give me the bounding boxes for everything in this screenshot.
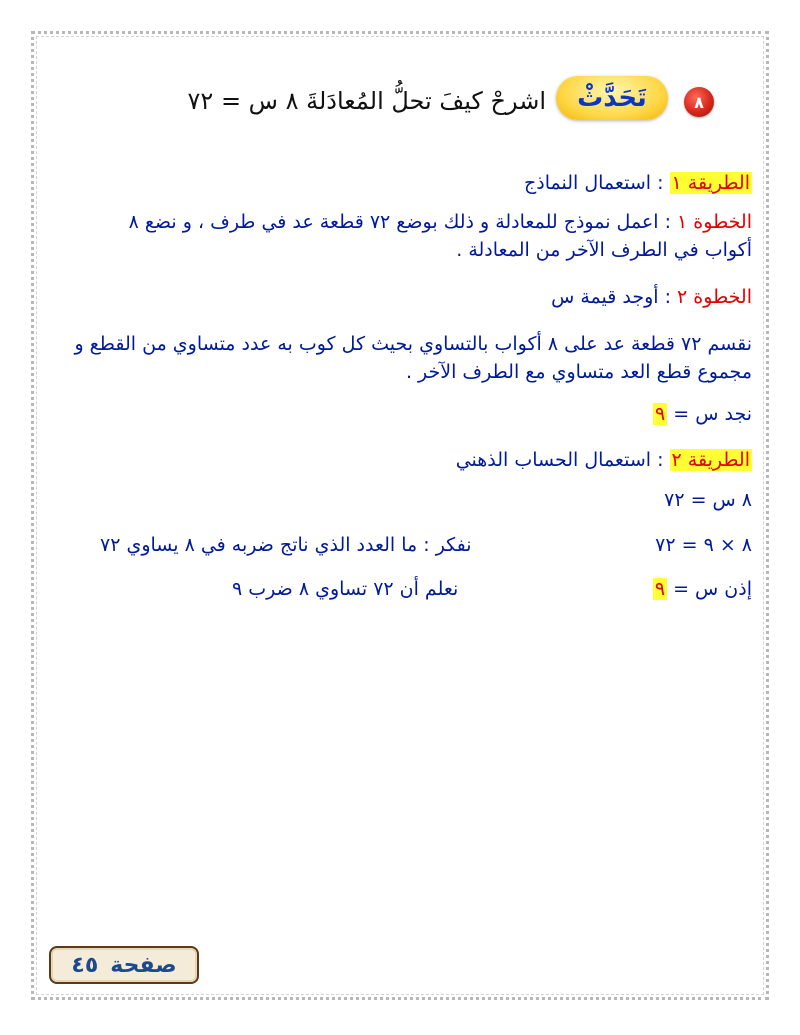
step2-separator: : [658, 286, 678, 308]
talk-label: تَحَدَّثْ [577, 83, 647, 113]
method1-heading [524, 170, 752, 196]
step1-text-line1: اعمل نموذج للمعادلة و ذلك بوضع ٧٢ قطعة عد في طرف ، و نضع ٨ [128, 211, 659, 233]
result1-text: نجد س = [667, 403, 752, 425]
mental-equation1: ٨ س = ٧٢ [664, 489, 752, 511]
method1-separator: : [651, 172, 670, 194]
paragraph-line1: نقسم ٧٢ قطعة عد على ٨ أكواب بالتساوي بحيث كل كوب به عدد متساوي من القطع و [74, 333, 752, 355]
page-word: صفحة [110, 952, 177, 978]
question-number-badge [684, 87, 714, 117]
step1-label: الخطوة ١ [677, 211, 752, 233]
paragraph-line2: مجموع قطع العد متساوي مع الطرف الآخر . [405, 361, 752, 383]
method2-heading [456, 447, 752, 473]
mental-think-text: نفكر : ما العدد الذي ناتج ضربه في ٨ يساوي ٧٢ [100, 534, 472, 556]
page-number-box [49, 946, 199, 984]
step2-label: الخطوة ٢ [677, 286, 752, 308]
step1-text-line2: أكواب في الطرف الآخر من المعادلة . [456, 239, 752, 261]
result1-value: ٩ [655, 403, 666, 425]
talk-speech-bubble [556, 76, 668, 120]
method2-name: استعمال الحساب الذهني [455, 449, 652, 471]
mental-result-value: ٩ [654, 578, 666, 600]
mental-equation2: ٨ × ٩ = ٧٢ [655, 534, 752, 556]
mental-result-text: إذن س = [667, 578, 752, 600]
step1-line1 [129, 209, 752, 235]
method2-separator: : [651, 449, 670, 471]
method1-name: استعمال النماذج [524, 172, 652, 194]
mental-know-text: نعلم أن ٧٢ تساوي ٨ ضرب ٩ [232, 578, 459, 600]
mental-result-line [653, 576, 752, 602]
method1-title: الطريقة ١ [671, 172, 750, 194]
step1-separator: : [658, 211, 678, 233]
result1-line [653, 401, 752, 427]
method2-title: الطريقة ٢ [671, 449, 750, 471]
step2-text: أوجد قيمة س [551, 286, 659, 308]
question-text: اشرحْ كيفَ تحلُّ المُعادَلةَ ٨ س = ٧٢ [187, 87, 546, 115]
question-number: ٨ [694, 92, 704, 112]
step2-line [551, 284, 752, 310]
page-number: ٤٥ [71, 952, 99, 978]
